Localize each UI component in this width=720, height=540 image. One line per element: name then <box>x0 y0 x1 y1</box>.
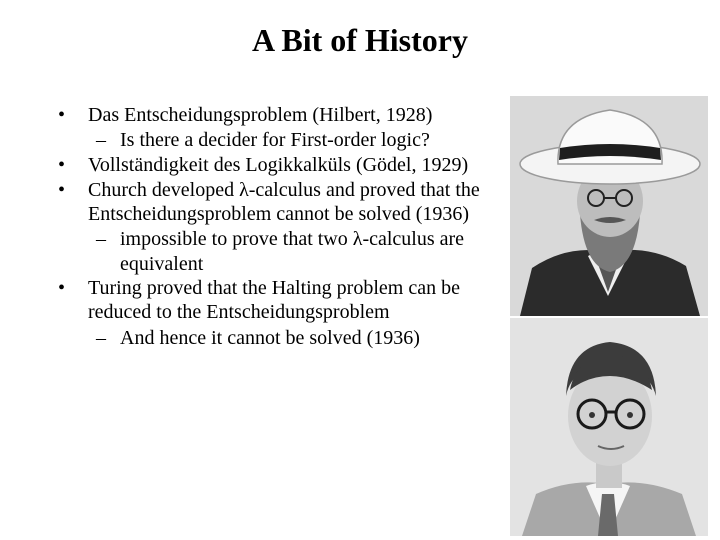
sub-bullet-text: And hence it cannot be solved (1936) <box>120 326 420 349</box>
bullet-list <box>58 103 508 350</box>
portrait-photo-glasses <box>510 318 708 536</box>
bullet-icon: • <box>58 178 66 201</box>
sub-bullet-item <box>58 227 508 276</box>
portrait-glasses-illustration <box>510 318 708 536</box>
sub-bullet-text: Is there a decider for First-order logic? <box>120 129 430 152</box>
bullet-icon: • <box>58 277 66 300</box>
bullet-text: Church developed λ-calculus and proved that the Entscheidungsproblem cannot be solved (1936) <box>88 178 480 226</box>
sub-bullet-item <box>58 128 508 152</box>
dash-icon: – <box>96 129 106 152</box>
bullet-item <box>58 276 508 325</box>
bullet-item <box>58 103 508 127</box>
bullet-item <box>58 178 508 227</box>
bullet-icon: • <box>58 104 66 126</box>
bullet-icon: • <box>58 153 66 176</box>
bullet-text: Vollständigkeit des Logikkalküls (Gödel, 1929) <box>88 153 469 176</box>
portrait-photo-hat <box>510 96 708 316</box>
dash-icon: – <box>96 228 106 251</box>
dash-icon: – <box>96 326 106 349</box>
sub-bullet-item <box>58 326 508 350</box>
slide-title: A Bit of History <box>252 22 468 58</box>
bullet-text: Das Entscheidungsproblem (Hilbert, 1928) <box>88 104 433 126</box>
sub-bullet-text: impossible to prove that two λ-calculus are equivalent <box>120 228 465 275</box>
bullet-item <box>58 153 508 177</box>
bullet-text: Turing proved that the Halting problem can be reduced to the Entscheidungsproblem <box>88 277 460 324</box>
portrait-hat-illustration <box>510 96 708 316</box>
